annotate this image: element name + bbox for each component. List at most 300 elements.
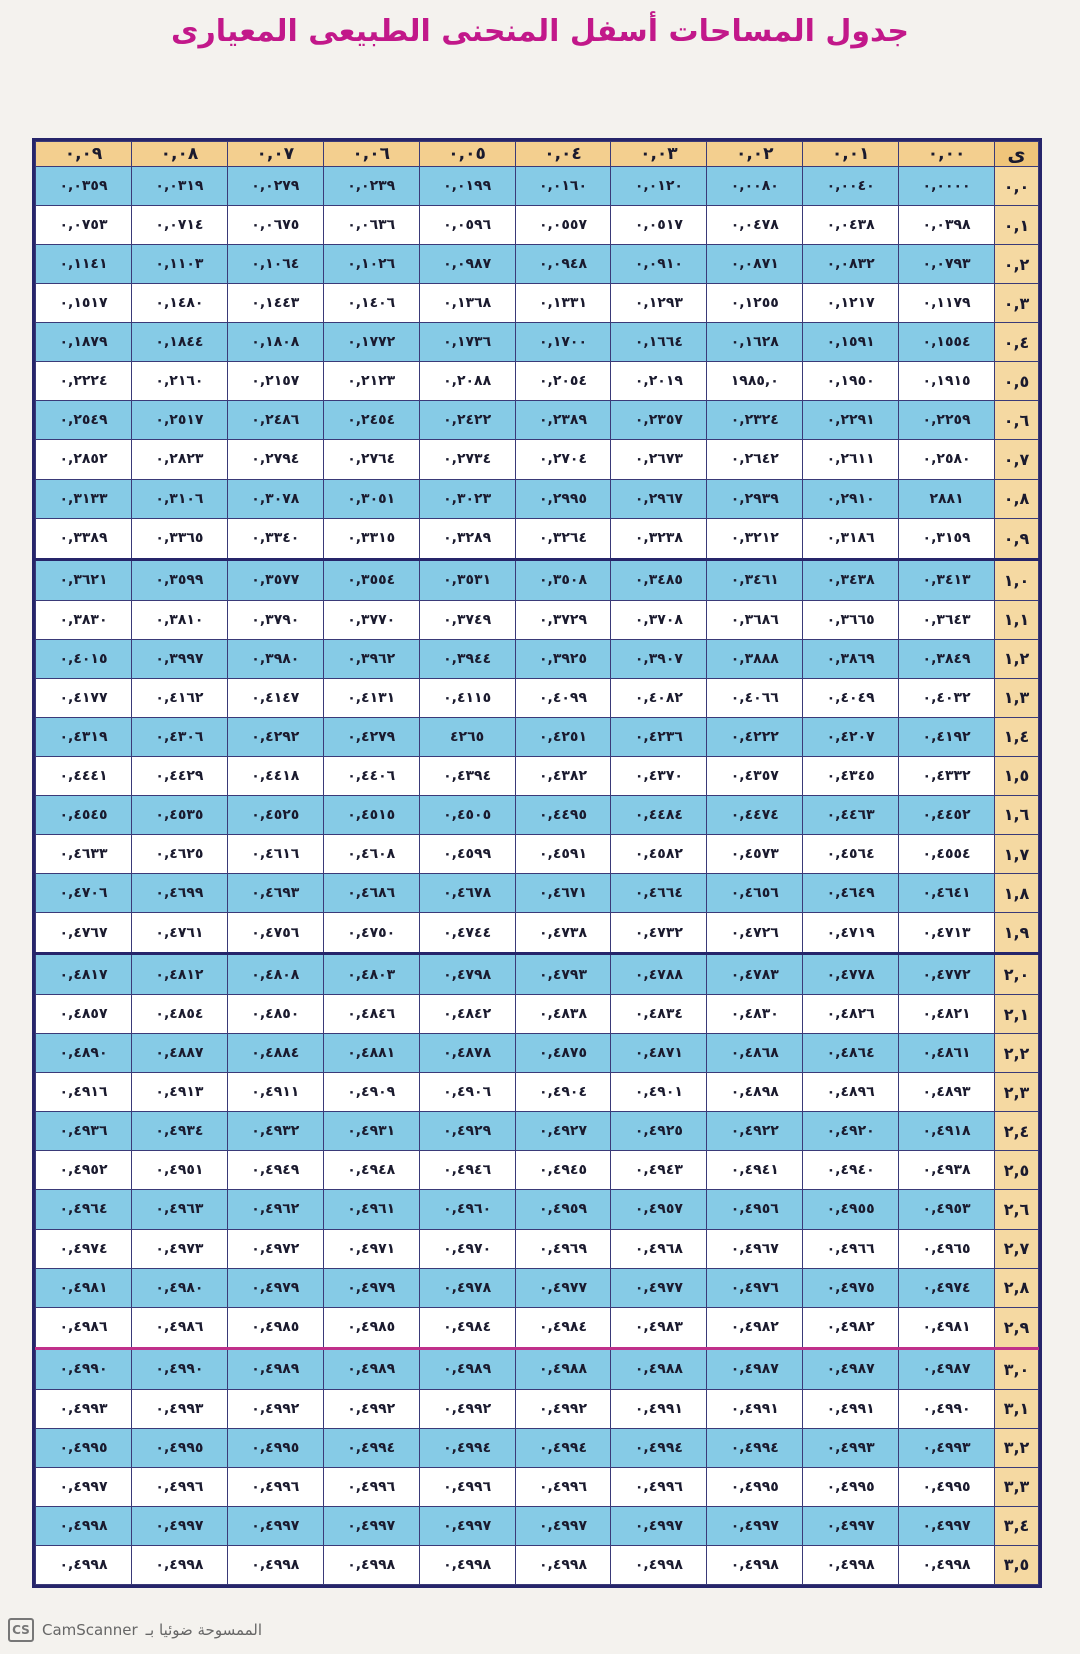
- area-value-cell: ٠,١٢٥٥: [707, 284, 803, 323]
- table-row: [36, 1307, 1039, 1348]
- area-value-cell: ٠,٤٩٨٧: [707, 1348, 803, 1389]
- area-value-cell: ٠,٤٦٦٤: [611, 874, 707, 913]
- table-row: [36, 1428, 1039, 1467]
- area-value-cell: ٠,١٧٧٢: [323, 323, 419, 362]
- area-value-cell: ٠,٤٨٢٦: [803, 995, 899, 1034]
- table-row: [36, 717, 1039, 756]
- area-value-cell: ٠,٤٩٨٧: [803, 1348, 899, 1389]
- z-value-cell: ١,٨: [995, 874, 1039, 913]
- area-value-cell: ٠,٤٨٩٦: [803, 1073, 899, 1112]
- area-value-cell: ٠,٤١٧٧: [36, 678, 132, 717]
- area-value-cell: ٠,٤٨٥٠: [227, 995, 323, 1034]
- area-value-cell: ٠,٤٦٧٨: [419, 874, 515, 913]
- z-value-cell: ٣,١: [995, 1389, 1039, 1428]
- area-value-cell: ٠,٣٦٤٣: [899, 600, 995, 639]
- area-value-cell: ٠,٤٨٧١: [611, 1034, 707, 1073]
- z-value-cell: ١,٦: [995, 795, 1039, 834]
- area-value-cell: ٠,٤٨٧٥: [515, 1034, 611, 1073]
- area-value-cell: ٠,٤٩٩٣: [36, 1389, 132, 1428]
- area-value-cell: ٠,٢٠٨٨: [419, 362, 515, 401]
- area-value-cell: ٠,٢٨٥٢: [36, 440, 132, 479]
- area-value-cell: ٠,٤٨٩٨: [707, 1073, 803, 1112]
- area-value-cell: ٠,٤٩٣٤: [131, 1112, 227, 1151]
- z-value-cell: ٣,٥: [995, 1545, 1039, 1584]
- area-value-cell: ٠,٤٣٤٥: [803, 756, 899, 795]
- area-value-cell: ٠,٤٩٠١: [611, 1073, 707, 1112]
- area-value-cell: ٠,٤٠٨٢: [611, 678, 707, 717]
- area-value-cell: ٠,٤٨٧٨: [419, 1034, 515, 1073]
- area-value-cell: ٠,٠٨٣٢: [803, 245, 899, 284]
- area-value-cell: ٠,٤٢٢٢: [707, 717, 803, 756]
- area-value-cell: ٠,٠٧١٤: [131, 206, 227, 245]
- area-value-cell: ٠,٤٥٩١: [515, 834, 611, 873]
- z-value-cell: ٠,٥: [995, 362, 1039, 401]
- area-value-cell: ٠,٤٩٩٧: [611, 1506, 707, 1545]
- area-value-cell: ٠,٤٦٢٥: [131, 834, 227, 873]
- area-value-cell: ٠,٤٥١٥: [323, 795, 419, 834]
- area-value-cell: ٠,٤٩٩٠: [131, 1348, 227, 1389]
- z-value-cell: ٢,١: [995, 995, 1039, 1034]
- scanned-with-label: الممسوحة ضوئيا بـ: [145, 1621, 263, 1639]
- z-column-header: ى: [995, 142, 1039, 167]
- area-value-cell: ٠,٤٦٤٩: [803, 874, 899, 913]
- area-value-cell: ٠,٤٩٩٤: [611, 1428, 707, 1467]
- area-value-cell: ٠,٣٣٦٥: [131, 518, 227, 559]
- area-value-cell: ٠,٤٦٩٣: [227, 874, 323, 913]
- area-value-cell: ٠,٤٨٨٧: [131, 1034, 227, 1073]
- area-value-cell: ٠,٤٩٩٧: [131, 1506, 227, 1545]
- area-value-cell: ٠,٠٢٧٩: [227, 167, 323, 206]
- area-value-cell: ٠,٤٩٨١: [36, 1268, 132, 1307]
- area-value-cell: ٠,٤٩٩٧: [36, 1467, 132, 1506]
- area-value-cell: ٠,٣١٨٦: [803, 518, 899, 559]
- z-value-cell: ٣,٤: [995, 1506, 1039, 1545]
- z-value-cell: ٠,٢: [995, 245, 1039, 284]
- area-value-cell: ٠,٢٢٩١: [803, 401, 899, 440]
- area-value-cell: ٠,٤٩٩٨: [36, 1506, 132, 1545]
- area-value-cell: ٠,٤٥٥٤: [899, 834, 995, 873]
- area-value-cell: ٠,٤٩٧١: [323, 1229, 419, 1268]
- area-value-cell: ٠,٤٥٨٢: [611, 834, 707, 873]
- area-value-cell: ٠,٠٥٥٧: [515, 206, 611, 245]
- area-value-cell: ٠,١٥٩١: [803, 323, 899, 362]
- column-header: ٠,٠٩: [36, 142, 132, 167]
- area-value-cell: ٠,٤٩١٣: [131, 1073, 227, 1112]
- area-value-cell: ٠,٠١٢٠: [611, 167, 707, 206]
- area-value-cell: ٠,٤٢٣٦: [611, 717, 707, 756]
- area-value-cell: ٠,٤٩٥٣: [899, 1190, 995, 1229]
- area-value-cell: ٠,٤٧٤٤: [419, 913, 515, 954]
- area-value-cell: ٢٨٨١: [899, 479, 995, 518]
- area-value-cell: ٠,٤٩٤١: [707, 1151, 803, 1190]
- area-value-cell: ٠,٣٦٦٥: [803, 600, 899, 639]
- area-value-cell: ٠,٤٨٣٤: [611, 995, 707, 1034]
- area-value-cell: ٠,١٠٢٦: [323, 245, 419, 284]
- area-value-cell: ٠,٤٩٩٠: [36, 1348, 132, 1389]
- z-value-cell: ٣,٢: [995, 1428, 1039, 1467]
- z-value-cell: ١,٥: [995, 756, 1039, 795]
- area-value-cell: ٠,٢١٢٣: [323, 362, 419, 401]
- table-row: [36, 954, 1039, 995]
- area-value-cell: ١٩٨٥,٠: [707, 362, 803, 401]
- column-header: ٠,٠٤: [515, 142, 611, 167]
- area-value-cell: ٠,٢٦١١: [803, 440, 899, 479]
- area-value-cell: ٠,٣٣٨٩: [36, 518, 132, 559]
- z-value-cell: ٠,١: [995, 206, 1039, 245]
- area-value-cell: ٠,٤٨٣٠: [707, 995, 803, 1034]
- area-value-cell: ٠,١٤٤٣: [227, 284, 323, 323]
- z-table: [32, 138, 1042, 1588]
- area-value-cell: ٠,٤٩٦١: [323, 1190, 419, 1229]
- area-value-cell: ٠,٤٨٨١: [323, 1034, 419, 1073]
- area-value-cell: ٠,٤٩٩١: [707, 1389, 803, 1428]
- area-value-cell: ٠,٤٣٥٧: [707, 756, 803, 795]
- z-value-cell: ٠,٨: [995, 479, 1039, 518]
- area-value-cell: ٠,٤٩٤٦: [419, 1151, 515, 1190]
- area-value-cell: ٠,٢٩٩٥: [515, 479, 611, 518]
- column-header: ٠,٠٨: [131, 142, 227, 167]
- table-row: [36, 913, 1039, 954]
- column-header: ٠,٠١: [803, 142, 899, 167]
- area-value-cell: ٠,٤٥٤٥: [36, 795, 132, 834]
- area-value-cell: ٠,٠٣٥٩: [36, 167, 132, 206]
- area-value-cell: ٠,٣٣١٥: [323, 518, 419, 559]
- area-value-cell: ٠,٤٩٥٥: [803, 1190, 899, 1229]
- area-value-cell: ٠,٣٧٩٠: [227, 600, 323, 639]
- area-value-cell: ٠,٤٧٩٣: [515, 954, 611, 995]
- table-row: [36, 795, 1039, 834]
- area-value-cell: ٠,٤٩٩٧: [419, 1506, 515, 1545]
- z-value-cell: ١,٣: [995, 678, 1039, 717]
- area-value-cell: ٠,٠٠٨٠: [707, 167, 803, 206]
- z-value-cell: ٠,٣: [995, 284, 1039, 323]
- table-row: [36, 1348, 1039, 1389]
- area-value-cell: ٠,٤٩٨٤: [515, 1307, 611, 1348]
- area-value-cell: ٠,٤٩٩٥: [131, 1428, 227, 1467]
- area-value-cell: ٠,٤٦٧١: [515, 874, 611, 913]
- area-value-cell: ٠,٤٩٧٤: [899, 1268, 995, 1307]
- area-value-cell: ٠,٤٩٣٦: [36, 1112, 132, 1151]
- area-value-cell: ٠,٤٦١٦: [227, 834, 323, 873]
- area-value-cell: ٠,٤٩٩٨: [419, 1545, 515, 1584]
- area-value-cell: ٠,٢٧٩٤: [227, 440, 323, 479]
- area-value-cell: ٠,٣٢٦٤: [515, 518, 611, 559]
- area-value-cell: ٠,٤٩٦٦: [803, 1229, 899, 1268]
- area-value-cell: ٠,٠٥٩٦: [419, 206, 515, 245]
- area-value-cell: ٠,٤٩٩٧: [515, 1506, 611, 1545]
- area-value-cell: ٠,٤٩٣٢: [227, 1112, 323, 1151]
- area-value-cell: ٠,٢٢٥٩: [899, 401, 995, 440]
- area-value-cell: ٠,٤٣٧٠: [611, 756, 707, 795]
- area-value-cell: ٠,٤٢٠٧: [803, 717, 899, 756]
- area-value-cell: ٠,٤٧٠٦: [36, 874, 132, 913]
- z-value-cell: ٠,٦: [995, 401, 1039, 440]
- area-value-cell: ٠,٤٩٨٦: [36, 1307, 132, 1348]
- area-value-cell: ٠,٢٩٦٧: [611, 479, 707, 518]
- table-row: [36, 206, 1039, 245]
- area-value-cell: ٠,٤٧٢٦: [707, 913, 803, 954]
- area-value-cell: ٠,٣١٥٩: [899, 518, 995, 559]
- area-value-cell: ٠,٠١٦٠: [515, 167, 611, 206]
- area-value-cell: ٠,٤٩٩٥: [36, 1428, 132, 1467]
- area-value-cell: ٠,٤٩٠٤: [515, 1073, 611, 1112]
- area-value-cell: ٠,٤٣٣٢: [899, 756, 995, 795]
- table-row: [36, 639, 1039, 678]
- area-value-cell: ٠,٤٩٩٥: [899, 1467, 995, 1506]
- area-value-cell: ٠,٤٩٥١: [131, 1151, 227, 1190]
- area-value-cell: ٠,١١٠٣: [131, 245, 227, 284]
- area-value-cell: ٠,٤٣٩٤: [419, 756, 515, 795]
- area-value-cell: ٠,٢٦٧٣: [611, 440, 707, 479]
- area-value-cell: ٠,٣٤٦١: [707, 559, 803, 600]
- area-value-cell: ٠,٤٨٩٣: [899, 1073, 995, 1112]
- area-value-cell: ٠,٠٤٧٨: [707, 206, 803, 245]
- area-value-cell: ٠,٤٧٩٨: [419, 954, 515, 995]
- area-value-cell: ٠,٤٩٩٨: [899, 1545, 995, 1584]
- area-value-cell: ٠,٤٩٥٩: [515, 1190, 611, 1229]
- area-value-cell: ٠,٤٩٩٦: [611, 1467, 707, 1506]
- area-value-cell: ٠,٤٥٠٥: [419, 795, 515, 834]
- area-value-cell: ٠,٣٩٤٤: [419, 639, 515, 678]
- area-value-cell: ٠,٤٧١٣: [899, 913, 995, 954]
- area-value-cell: ٠,٤٩٤٥: [515, 1151, 611, 1190]
- area-value-cell: ٠,٤٣١٩: [36, 717, 132, 756]
- area-value-cell: ٠,٤٩٦٥: [899, 1229, 995, 1268]
- area-value-cell: ٠,٤٩٩٤: [323, 1428, 419, 1467]
- area-value-cell: ٠,٤٩٥٦: [707, 1190, 803, 1229]
- area-value-cell: ٠,٣٩٠٧: [611, 639, 707, 678]
- area-value-cell: ٠,٣٧٢٩: [515, 600, 611, 639]
- area-value-cell: ٠,٤٩٧٩: [323, 1268, 419, 1307]
- area-value-cell: ٠,٠٨٧١: [707, 245, 803, 284]
- area-value-cell: ٠,٣١٣٣: [36, 479, 132, 518]
- area-value-cell: ٠,٣٨٨٨: [707, 639, 803, 678]
- table-row: [36, 1389, 1039, 1428]
- area-value-cell: ٠,٤٩٩٦: [419, 1467, 515, 1506]
- z-value-cell: ٣,٣: [995, 1467, 1039, 1506]
- area-value-cell: ٠,٤٥٦٤: [803, 834, 899, 873]
- area-value-cell: ٠,٤٦٥٦: [707, 874, 803, 913]
- table-row: [36, 1073, 1039, 1112]
- area-value-cell: ٠,٤٩٩٦: [323, 1467, 419, 1506]
- table-row: [36, 1151, 1039, 1190]
- area-value-cell: ٠,٤٥٩٩: [419, 834, 515, 873]
- table-header-row: [36, 142, 1039, 167]
- area-value-cell: ٠,٤٠٦٦: [707, 678, 803, 717]
- area-value-cell: ٠,٤٩٦٩: [515, 1229, 611, 1268]
- area-value-cell: ٠,٤٩٩٧: [803, 1506, 899, 1545]
- area-value-cell: ٠,٤٣٨٢: [515, 756, 611, 795]
- area-value-cell: ٠,٤٩٨٩: [323, 1348, 419, 1389]
- area-value-cell: ٠,٣٠٧٨: [227, 479, 323, 518]
- table-row: [36, 1190, 1039, 1229]
- area-value-cell: ٠,٢٣٨٩: [515, 401, 611, 440]
- column-header: ٠,٠٣: [611, 142, 707, 167]
- area-value-cell: ٠,٤٩٩٣: [899, 1428, 995, 1467]
- z-value-cell: ٢,٤: [995, 1112, 1039, 1151]
- area-value-cell: ٠,٤٩٩١: [803, 1389, 899, 1428]
- area-value-cell: ٠,٤٤٨٤: [611, 795, 707, 834]
- area-value-cell: ٠,٤٩٢٢: [707, 1112, 803, 1151]
- z-value-cell: ١,١: [995, 600, 1039, 639]
- area-value-cell: ٠,٤٨٤٢: [419, 995, 515, 1034]
- area-value-cell: ٠,٤٠٩٩: [515, 678, 611, 717]
- area-value-cell: ٠,٣٤٨٥: [611, 559, 707, 600]
- area-value-cell: ٠,٢١٥٧: [227, 362, 323, 401]
- area-value-cell: ٠,٤٩٩٦: [227, 1467, 323, 1506]
- area-value-cell: ٠,٤٩٩٧: [707, 1506, 803, 1545]
- area-value-cell: ٠,٤٧٨٨: [611, 954, 707, 995]
- area-value-cell: ٠,٢٥٤٩: [36, 401, 132, 440]
- area-value-cell: ٠,٣١٠٦: [131, 479, 227, 518]
- area-value-cell: ٠,١٨٧٩: [36, 323, 132, 362]
- page-title: جدول المساحات أسفل المنحنى الطبيعى المعيارى: [170, 14, 910, 49]
- area-value-cell: ٠,٤٩٤٣: [611, 1151, 707, 1190]
- z-value-cell: ١,٠: [995, 559, 1039, 600]
- table-row: [36, 401, 1039, 440]
- z-value-cell: ٠,٠: [995, 167, 1039, 206]
- area-value-cell: ٠,٤٩٦٣: [131, 1190, 227, 1229]
- area-value-cell: ٠,٢٤٢٢: [419, 401, 515, 440]
- area-value-cell: ٠,٤٩٨١: [899, 1307, 995, 1348]
- area-value-cell: ٠,٤٩٤٠: [803, 1151, 899, 1190]
- area-value-cell: ٠,٤٩٩٦: [131, 1467, 227, 1506]
- area-value-cell: ٠,٤٩٠٦: [419, 1073, 515, 1112]
- area-value-cell: ٠,٤٩٧٩: [227, 1268, 323, 1307]
- table-row: [36, 874, 1039, 913]
- area-value-cell: ٠,٤٩٩٧: [323, 1506, 419, 1545]
- area-value-cell: ٠,٠٧٥٣: [36, 206, 132, 245]
- area-value-cell: ٠,٣٩٩٧: [131, 639, 227, 678]
- area-value-cell: ٠,٤٩٨٩: [419, 1348, 515, 1389]
- area-value-cell: ٠,١١٧٩: [899, 284, 995, 323]
- area-value-cell: ٠,٢٧٦٤: [323, 440, 419, 479]
- area-value-cell: ٠,٤٤٧٤: [707, 795, 803, 834]
- area-value-cell: ٠,٤٨٢١: [899, 995, 995, 1034]
- table-row: [36, 1229, 1039, 1268]
- area-value-cell: ٠,٠١٩٩: [419, 167, 515, 206]
- table-row: [36, 1112, 1039, 1151]
- area-value-cell: ٠,٤٩٩٣: [803, 1428, 899, 1467]
- area-value-cell: ٠,١٧٣٦: [419, 323, 515, 362]
- table-row: [36, 245, 1039, 284]
- area-value-cell: ٠,٤٩٩٣: [131, 1389, 227, 1428]
- area-value-cell: ٠,١٩٥٠: [803, 362, 899, 401]
- area-value-cell: ٠,٤٥٧٣: [707, 834, 803, 873]
- area-value-cell: ٠,٤٩٧٦: [707, 1268, 803, 1307]
- area-value-cell: ٠,٣٥٥٤: [323, 559, 419, 600]
- area-value-cell: ٠,٤٩٦٧: [707, 1229, 803, 1268]
- table-row: [36, 518, 1039, 559]
- area-value-cell: ٠,٤٤٥٢: [899, 795, 995, 834]
- area-value-cell: ٠,٤٦٩٩: [131, 874, 227, 913]
- area-value-cell: ٠,٤١٩٢: [899, 717, 995, 756]
- z-value-cell: ٠,٩: [995, 518, 1039, 559]
- area-value-cell: ٠,٤٩٧٥: [803, 1268, 899, 1307]
- area-value-cell: ٠,٤٤٠٦: [323, 756, 419, 795]
- area-value-cell: ٠,٤٠٤٩: [803, 678, 899, 717]
- area-value-cell: ٠,٤٩٧٤: [36, 1229, 132, 1268]
- area-value-cell: ٠,٤٦٠٨: [323, 834, 419, 873]
- area-value-cell: ٠,٤٩٨٨: [611, 1348, 707, 1389]
- table-body: [36, 167, 1039, 1585]
- area-value-cell: ٠,٤٩٩٤: [707, 1428, 803, 1467]
- area-value-cell: ٠,٤٩٢٥: [611, 1112, 707, 1151]
- area-value-cell: ٠,٢٥١٧: [131, 401, 227, 440]
- table-row: [36, 559, 1039, 600]
- area-value-cell: ٠,٤٩٩٨: [227, 1545, 323, 1584]
- area-value-cell: ٠,١٥٥٤: [899, 323, 995, 362]
- area-value-cell: ٠,٤٩٨٣: [611, 1307, 707, 1348]
- z-value-cell: ١,٧: [995, 834, 1039, 873]
- scanner-footer: [8, 1618, 262, 1642]
- area-value-cell: ٠,٢٢٢٤: [36, 362, 132, 401]
- area-value-cell: ٠,٣٩٨٠: [227, 639, 323, 678]
- normal-distribution-table: [35, 141, 1039, 1585]
- area-value-cell: ٠,٣٠٢٣: [419, 479, 515, 518]
- area-value-cell: ٠,٤٧١٩: [803, 913, 899, 954]
- area-value-cell: ٠,٤٩٩٤: [515, 1428, 611, 1467]
- table-row: [36, 1268, 1039, 1307]
- area-value-cell: ٠,٤٩٩٨: [611, 1545, 707, 1584]
- area-value-cell: ٠,٣٥٧٧: [227, 559, 323, 600]
- area-value-cell: ٠,٤٨٥٤: [131, 995, 227, 1034]
- area-value-cell: ٠,١٨٤٤: [131, 323, 227, 362]
- area-value-cell: ٠,٤٨٤٦: [323, 995, 419, 1034]
- area-value-cell: ٠,٣٧٠٨: [611, 600, 707, 639]
- z-value-cell: ٢,٧: [995, 1229, 1039, 1268]
- table-row: [36, 995, 1039, 1034]
- area-value-cell: ٠,٤٢٥١: [515, 717, 611, 756]
- area-value-cell: ٠,٤٧٧٢: [899, 954, 995, 995]
- area-value-cell: ٠,٤٧٦١: [131, 913, 227, 954]
- area-value-cell: ٠,٤٩٢٧: [515, 1112, 611, 1151]
- area-value-cell: ٠,٢٤٥٤: [323, 401, 419, 440]
- area-value-cell: ٠,٠٦٣٦: [323, 206, 419, 245]
- column-header: ٠,٠٠: [899, 142, 995, 167]
- z-value-cell: ٢,٨: [995, 1268, 1039, 1307]
- area-value-cell: ٠,١٦٦٤: [611, 323, 707, 362]
- table-row: [36, 1506, 1039, 1545]
- z-value-cell: ١,٤: [995, 717, 1039, 756]
- area-value-cell: ٠,٤٧٥٠: [323, 913, 419, 954]
- area-value-cell: ٠,١٥١٧: [36, 284, 132, 323]
- area-value-cell: ٠,٤٩١٦: [36, 1073, 132, 1112]
- area-value-cell: ٠,٤٨٦٨: [707, 1034, 803, 1073]
- table-row: [36, 362, 1039, 401]
- area-value-cell: ٠,٣٩٦٢: [323, 639, 419, 678]
- area-value-cell: ٠,٠٠٠٠: [899, 167, 995, 206]
- area-value-cell: ٠,٤٩٨٥: [323, 1307, 419, 1348]
- area-value-cell: ٠,٤٩٩٥: [803, 1467, 899, 1506]
- area-value-cell: ٠,٤٦٤١: [899, 874, 995, 913]
- z-value-cell: ٢,٩: [995, 1307, 1039, 1348]
- table-row: [36, 1545, 1039, 1584]
- area-value-cell: ٠,٤٩٩٨: [803, 1545, 899, 1584]
- area-value-cell: ٠,١٨٠٨: [227, 323, 323, 362]
- area-value-cell: ٠,٣٤١٣: [899, 559, 995, 600]
- area-value-cell: ٠,٤٤٢٩: [131, 756, 227, 795]
- area-value-cell: ٠,٤٩٧٠: [419, 1229, 515, 1268]
- area-value-cell: ٠,٤٧٣٢: [611, 913, 707, 954]
- area-value-cell: ٠,٣٥٩٩: [131, 559, 227, 600]
- area-value-cell: ٠,٤٧٨٣: [707, 954, 803, 995]
- table-row: [36, 678, 1039, 717]
- area-value-cell: ٠,٤٨٩٠: [36, 1034, 132, 1073]
- camscanner-logo-icon: CS: [8, 1618, 34, 1642]
- area-value-cell: ٠,٤٩٨٢: [803, 1307, 899, 1348]
- area-value-cell: ٠,٤١٣١: [323, 678, 419, 717]
